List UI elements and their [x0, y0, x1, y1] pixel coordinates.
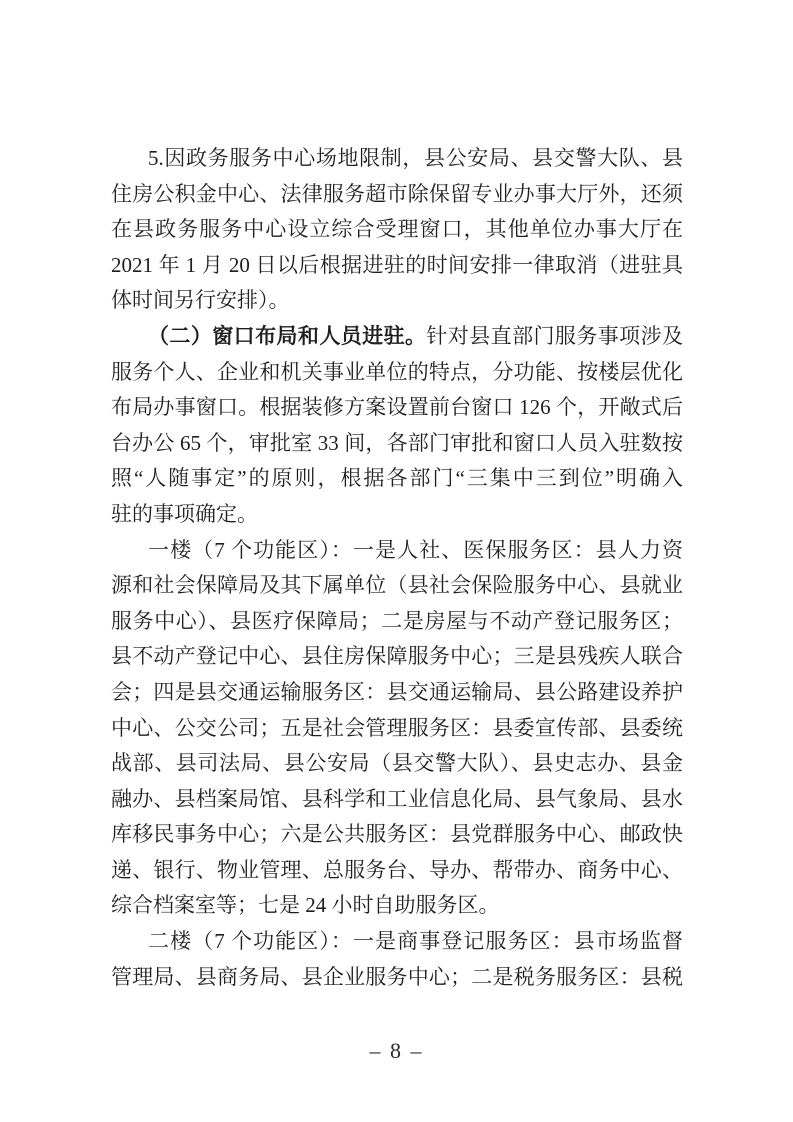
text-run: 一楼（7 个功能区）：一是人社、医保服务区：县人力资 [148, 537, 683, 562]
text-line [111, 782, 683, 818]
text-run: 源和社会保障局及其下属单位（县社会保险服务中心、县就业 [111, 573, 683, 598]
text-run: 驻的事项确定。 [111, 501, 258, 526]
text-line [111, 746, 683, 782]
text-line [111, 817, 683, 853]
text-line [111, 212, 683, 248]
text-run: 住房公积金中心、法律服务超市除保留专业办事大厅外，还须 [111, 181, 683, 206]
text-line [111, 639, 683, 675]
text-run: 服务个人、企业和机关事业单位的特点，分功能、按楼层优化 [111, 359, 683, 384]
text-run: 递、银行、物业管理、总服务台、导办、帮带办、商务中心、 [111, 857, 683, 882]
text-run: 照“人随事定”的原则，根据各部门“三集中三到位”明确入 [111, 466, 683, 491]
text-line [111, 283, 683, 319]
text-line [111, 426, 683, 462]
text-line [111, 177, 683, 213]
text-line [111, 568, 683, 604]
text-line [111, 711, 683, 747]
text-line [111, 533, 683, 569]
text-line [111, 960, 683, 996]
text-run: 综合档案室等；七是 24 小时自助服务区。 [111, 893, 500, 918]
bold-heading-run: （二）窗口布局和人员进驻。 [148, 323, 427, 348]
text-run: 5.因政务服务中心场地限制，县公安局、县交警大队、县 [148, 146, 683, 170]
text-run: 针对县直部门服务事项涉及 [426, 323, 683, 348]
text-line [111, 390, 683, 426]
text-run: 2021 年 1 月 20 日以后根据进驻的时间安排一律取消（进驻具 [111, 252, 683, 277]
text-run: 战部、县司法局、县公安局（县交警大队）、县史志办、县金 [111, 751, 683, 776]
text-line [111, 355, 683, 391]
text-run: 融办、县档案局馆、县科学和工业信息化局、县气象局、县水 [111, 786, 683, 811]
text-line [111, 924, 683, 960]
text-run: 中心、公交公司；五是社会管理服务区：县委宣传部、县委统 [111, 715, 683, 740]
text-run: 库移民事务中心；六是公共服务区：县党群服务中心、邮政快 [111, 822, 683, 847]
text-run: 在县政务服务中心设立综合受理窗口，其他单位办事大厅在 [111, 217, 683, 242]
text-run: 台办公 65 个，审批室 33 间，各部门审批和窗口人员入驻数按 [111, 430, 683, 455]
text-line [111, 888, 683, 924]
text-run: 体时间另行安排）。 [111, 288, 290, 313]
text-line [111, 497, 683, 533]
text-line [111, 319, 683, 355]
text-run: 会；四是县交通运输服务区：县交通运输局、县公路建设养护 [111, 679, 683, 704]
text-run: 县不动产登记中心、县住房保障服务中心；三是县残疾人联合 [111, 644, 683, 669]
text-run: 二楼（7 个功能区）：一是商事登记服务区：县市场监督 [148, 929, 683, 954]
text-run: 布局办事窗口。根据装修方案设置前台窗口 126 个，开敞式后 [111, 395, 683, 420]
text-line [111, 461, 683, 497]
text-line [111, 248, 683, 284]
text-line [111, 141, 683, 177]
text-line [111, 604, 683, 640]
document-body [111, 141, 683, 995]
text-run: 服务中心）、县医疗保障局；二是房屋与不动产登记服务区； [111, 608, 683, 633]
text-run: 管理局、县商务局、县企业服务中心；二是税务服务区：县税 [111, 964, 683, 989]
page-number: – 8 – [369, 1038, 424, 1063]
text-line [111, 853, 683, 889]
text-line [111, 675, 683, 711]
page-footer [0, 1038, 793, 1064]
